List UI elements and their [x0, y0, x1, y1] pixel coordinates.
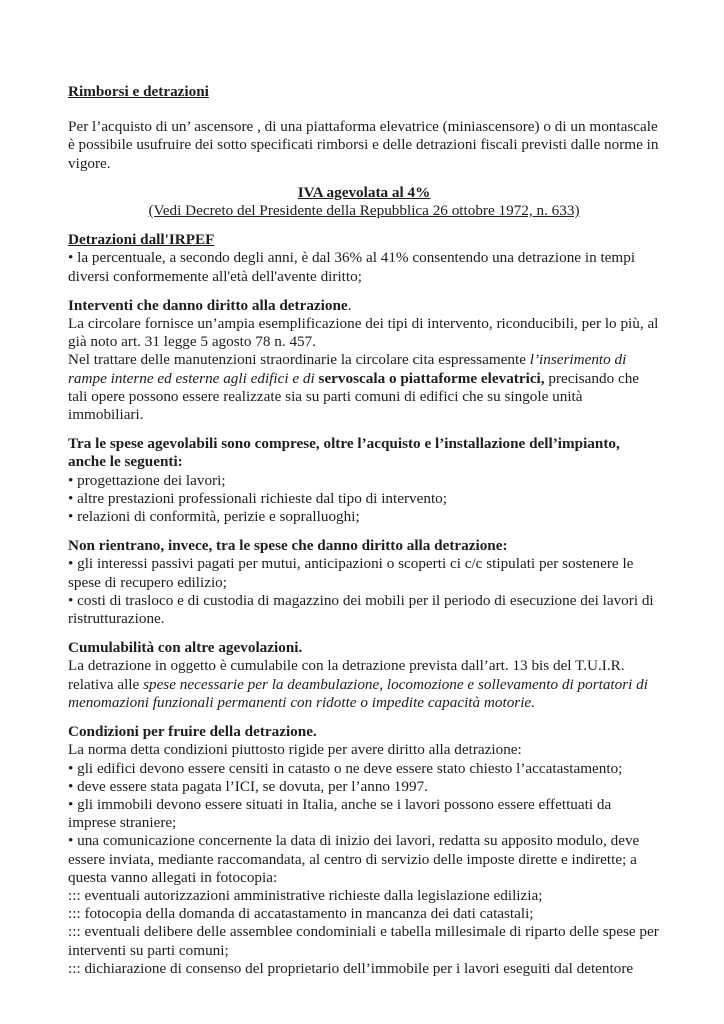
interventi-sentence2: [68, 351, 660, 424]
spese-agevolabili-heading: Tra le spese agevolabili sono comprese, oltre l’acquisto e l’installazione dell’impianto, anche le seguenti:: [68, 435, 620, 471]
condizioni-allegato: ::: eventuali delibere delle assemblee condominiali e tabella millesimale di riparto delle spese per interventi su parti comuni;: [68, 923, 659, 959]
condizioni-bullet: • gli edifici devono essere censiti in catasto o ne deve essere stato chiesto l’accatastamento;: [68, 759, 623, 777]
section-spese-escluse: [68, 537, 660, 628]
interventi-sentence2-bold: servoscala o piattaforme elevatrici,: [318, 369, 545, 387]
irpef-heading: Detrazioni dall'IRPEF: [68, 231, 215, 249]
spese-agevolabili-bullet: • progettazione dei lavori;: [68, 471, 226, 489]
condizioni-allegato: ::: eventuali autorizzazioni amministrative richieste dalla legislazione edilizia;: [68, 886, 543, 904]
spese-agevolabili-bullet: • relazioni di conformità, perizie e sopralluoghi;: [68, 508, 360, 526]
interventi-heading-line: [68, 297, 660, 315]
section-condizioni: [68, 723, 660, 978]
cumulabilita-text: [68, 657, 660, 712]
iva-reference: (Vedi Decreto del Presidente della Repubblica 26 ottobre 1972, n. 633): [148, 202, 580, 220]
intro-paragraph: Per l’acquisto di un’ ascensore , di una piattaforma elevatrice (miniascensore) o di un montascale è possibile usufruire dei sotto specificati rimborsi e delle detrazioni fiscali previsti dalle norme in vigore.: [68, 118, 659, 172]
page-title: Rimborsi e detrazioni: [68, 83, 209, 100]
section-interventi: [68, 297, 660, 424]
section-intro: [68, 118, 660, 173]
section-iva: [68, 184, 660, 220]
interventi-heading: Interventi che danno diritto alla detrazione: [68, 296, 348, 314]
interventi-sentence1: La circolare fornisce un’ampia esemplificazione dei tipi di intervento, riconducibili, per lo più, al già noto art. 31 legge 5 agosto 78 n. 457.: [68, 315, 659, 351]
cumulabilita-text-start: La detrazione in oggetto è cumulabile con la detrazione prevista dall’art. 13 bis del T.U.I.R. relativa alle: [68, 657, 625, 693]
interventi-sentence2-start: Nel trattare delle manutenzioni straordinarie la circolare cita espressamente: [68, 351, 530, 369]
irpef-bullet: • la percentuale, a secondo degli anni, è dal 36% al 41% consentendo una detrazione in tempi diversi conformemente all'età dell'avente diritto;: [68, 249, 636, 285]
interventi-sentence2-end: precisando che tali opere possono essere realizzate sia su parti comuni di edifici che su singole unità immobiliari.: [68, 369, 640, 424]
cumulabilita-text-italic: spese necessarie per la deambulazione, locomozione e sollevamento di portatori di menomazioni funzionali permanenti con ridotte o impedite capacità motorie.: [68, 675, 648, 711]
spese-escluse-bullet: • gli interessi passivi pagati per mutui, anticipazioni o scoperti ci c/c stipulati per sostenere le spese di recupero edilizio;: [68, 555, 634, 591]
condizioni-bullet: • deve essere stata pagata l’ICI, se dovuta, per l’anno 1997.: [68, 777, 428, 795]
condizioni-bullet: • una comunicazione concernente la data di inizio dei lavori, redatta su apposito modulo, deve essere inviata, mediante raccomandata, al centro di servizio delle imposte dirette e indirette; a questa vanno allegati in fotocopia:: [68, 832, 640, 886]
spese-agevolabili-bullet: • altre prestazioni professionali richieste dal tipo di intervento;: [68, 489, 447, 507]
document-content: [68, 83, 660, 989]
section-spese-agevolabili: [68, 435, 660, 526]
cumulabilita-heading: Cumulabilità con altre agevolazioni.: [68, 639, 303, 657]
section-cumulabilita: [68, 639, 660, 712]
condizioni-allegato: ::: dichiarazione di consenso del proprietario dell’immobile per i lavori eseguiti dal detentore: [68, 959, 634, 977]
iva-heading: IVA agevolata al 4%: [297, 183, 431, 201]
interventi-heading-period: .: [347, 296, 352, 314]
section-irpef: [68, 231, 660, 286]
spese-escluse-bullet: • costi di trasloco e di custodia di magazzino dei mobili per il periodo di esecuzione dei lavori di ristrutturazione.: [68, 591, 654, 628]
condizioni-bullet: • gli immobili devono essere situati in Italia, anche se i lavori possono essere effettuati da imprese straniere;: [68, 795, 612, 832]
condizioni-intro: La norma detta condizioni piuttosto rigide per avere diritto alla detrazione:: [68, 741, 522, 759]
section-title: [68, 83, 660, 101]
interventi-sentence2-italic: l’inserimento di rampe interne ed esterne agli edifici e di: [68, 351, 627, 387]
condizioni-heading: Condizioni per fruire della detrazione.: [68, 723, 317, 741]
spese-escluse-heading: Non rientrano, invece, tra le spese che danno diritto alla detrazione:: [68, 537, 508, 555]
condizioni-allegato: ::: fotocopia della domanda di accatastamento in mancanza dei dati catastali;: [68, 905, 534, 923]
